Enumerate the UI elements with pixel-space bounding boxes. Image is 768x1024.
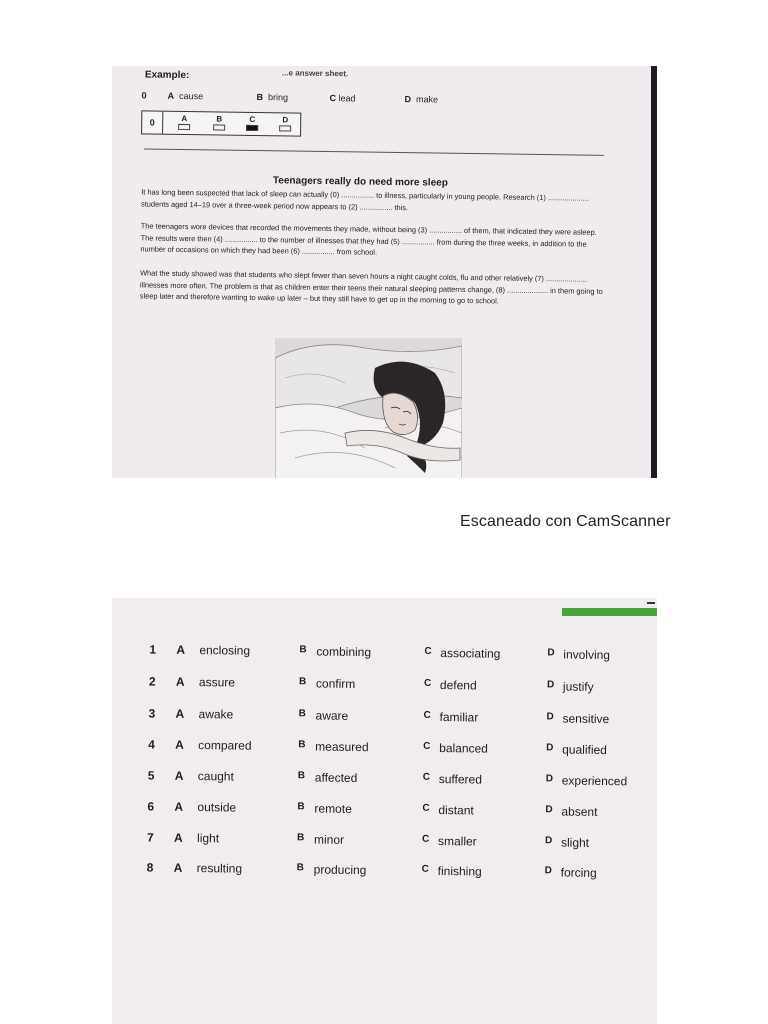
option-letter-d: D bbox=[546, 679, 555, 691]
scanned-page-top bbox=[112, 66, 657, 478]
option-a: caught bbox=[197, 769, 234, 784]
question-number: 6 bbox=[147, 799, 155, 814]
example-option-d: D make bbox=[404, 94, 439, 105]
example-options bbox=[141, 90, 481, 109]
option-b: remote bbox=[314, 801, 352, 816]
option-c: finishing bbox=[437, 863, 482, 879]
option-letter-d: D bbox=[545, 773, 554, 785]
option-b: confirm bbox=[315, 676, 356, 691]
article-paragraph-1: It has long been suspected that lack of sleep can actually (0) ................ to illness, particularly in young people. Research (1) .................... students aged 14–19 over a three-week period now appears to (2) ................ this. bbox=[141, 187, 590, 212]
option-d: justify bbox=[562, 679, 594, 694]
option-letter-c: C bbox=[423, 709, 431, 721]
question-number: 3 bbox=[148, 706, 156, 721]
option-letter-d: D bbox=[547, 647, 555, 659]
example-number: 0 bbox=[141, 90, 147, 101]
answer-option-a: A bbox=[177, 114, 191, 130]
option-d: absent bbox=[561, 804, 598, 819]
example-answer-box bbox=[141, 110, 301, 136]
question-number: 5 bbox=[147, 768, 155, 783]
question-row-4 bbox=[148, 737, 657, 763]
option-letter-b: B bbox=[296, 862, 305, 874]
answer-option-d: D bbox=[278, 115, 292, 131]
article-paragraph-2: The teenagers wore devices that recorded the movements they made, without being (3) ................ of them, that indicated they were asleep. The results were then (4) ................ to the number of illnesses that they had (5) ................ from during the three weeks, in addition to the number of occasions on which they had been (6) ................ from school. bbox=[140, 221, 597, 257]
option-letter-c: C bbox=[422, 802, 430, 814]
option-c: familiar bbox=[439, 710, 479, 725]
example-option-a: A cause bbox=[167, 90, 204, 102]
option-c: distant bbox=[438, 803, 474, 818]
option-letter-d: D bbox=[545, 804, 553, 816]
option-b: affected bbox=[314, 770, 358, 786]
option-c: smaller bbox=[437, 834, 477, 849]
option-letter-b: B bbox=[299, 644, 307, 656]
answer-box-number: 0 bbox=[142, 111, 163, 133]
sleeping-girl-illustration bbox=[275, 338, 462, 478]
option-letter-b: B bbox=[297, 801, 305, 813]
option-a: awake bbox=[198, 707, 234, 722]
option-b: producing bbox=[313, 862, 367, 878]
question-row-7 bbox=[147, 830, 657, 856]
option-a: resulting bbox=[196, 861, 243, 876]
question-row-1 bbox=[149, 642, 657, 668]
option-b: aware bbox=[315, 708, 349, 723]
example-option-c: C lead bbox=[329, 93, 356, 104]
answer-options-list bbox=[112, 598, 657, 1024]
option-letter-c: C bbox=[421, 863, 430, 875]
option-letter-c: C bbox=[424, 645, 432, 657]
question-number: 1 bbox=[149, 642, 157, 657]
option-letter-b: B bbox=[298, 739, 306, 751]
option-letter-c: C bbox=[423, 740, 431, 752]
option-b: combining bbox=[316, 644, 372, 660]
option-letter-d: D bbox=[544, 835, 553, 847]
option-d: slight bbox=[560, 835, 590, 850]
option-letter-a: A bbox=[175, 674, 185, 689]
option-c: defend bbox=[439, 678, 477, 693]
camscanner-watermark: Escaneado con CamScanner bbox=[460, 513, 671, 530]
option-letter-a: A bbox=[175, 737, 184, 752]
question-row-6 bbox=[147, 799, 657, 825]
question-number: 8 bbox=[146, 860, 154, 875]
option-c: suffered bbox=[438, 772, 483, 787]
option-d: experienced bbox=[561, 773, 628, 789]
option-d: qualified bbox=[562, 742, 607, 758]
option-d: forcing bbox=[560, 865, 597, 880]
option-a: outside bbox=[197, 800, 237, 815]
option-letter-a: A bbox=[174, 768, 184, 783]
answer-option-b: B bbox=[212, 114, 226, 130]
question-number: 4 bbox=[148, 737, 155, 752]
option-letter-d: D bbox=[544, 865, 553, 877]
option-b: minor bbox=[313, 832, 345, 847]
option-letter-a: A bbox=[174, 799, 184, 814]
option-letter-a: A bbox=[176, 642, 186, 657]
answer-option-c-selected: C bbox=[245, 115, 259, 131]
option-a: compared bbox=[198, 738, 252, 753]
option-letter-a: A bbox=[175, 706, 185, 721]
option-letter-c: C bbox=[422, 833, 430, 845]
question-row-2 bbox=[149, 674, 657, 700]
question-number: 7 bbox=[146, 830, 154, 845]
option-a: assure bbox=[198, 675, 236, 690]
article-title: Teenagers really do need more sleep bbox=[272, 175, 448, 189]
option-a: light bbox=[196, 831, 220, 846]
option-d: involving bbox=[563, 647, 611, 663]
article-paragraph-3: What the study showed was that students who slept fewer than seven hours a night caught colds, flu and other relatively (7) .................... illnesses more often. The problem is that as children enter their teens their natural sleeping patterns change, (8) .................... in them going to sleep later and therefore wanting to wake up later – but they still have to get up in the morning to go to school. bbox=[139, 268, 603, 306]
option-letter-a: A bbox=[173, 860, 183, 875]
option-a: enclosing bbox=[199, 643, 251, 658]
scanned-page-bottom bbox=[112, 598, 657, 1024]
example-option-b: B bring bbox=[256, 92, 289, 103]
option-letter-d: D bbox=[546, 742, 554, 754]
option-letter-b: B bbox=[298, 676, 307, 688]
question-row-8 bbox=[147, 860, 657, 886]
section-divider bbox=[144, 148, 604, 155]
example-title: Example: bbox=[144, 69, 190, 82]
question-row-3 bbox=[148, 706, 657, 732]
option-letter-d: D bbox=[546, 711, 554, 723]
question-number: 2 bbox=[148, 674, 156, 689]
option-c: associating bbox=[440, 646, 501, 661]
option-letter-c: C bbox=[423, 677, 432, 689]
option-letter-a: A bbox=[173, 830, 183, 845]
option-letter-b: B bbox=[297, 770, 306, 782]
option-c: balanced bbox=[439, 741, 488, 756]
option-d: sensitive bbox=[562, 711, 610, 727]
option-letter-b: B bbox=[297, 832, 305, 844]
top-fragment: ...e answer sheet. bbox=[281, 68, 349, 79]
question-row-5 bbox=[148, 768, 657, 794]
option-letter-b: B bbox=[298, 708, 306, 720]
option-b: measured bbox=[315, 739, 369, 755]
option-letter-c: C bbox=[422, 771, 431, 783]
